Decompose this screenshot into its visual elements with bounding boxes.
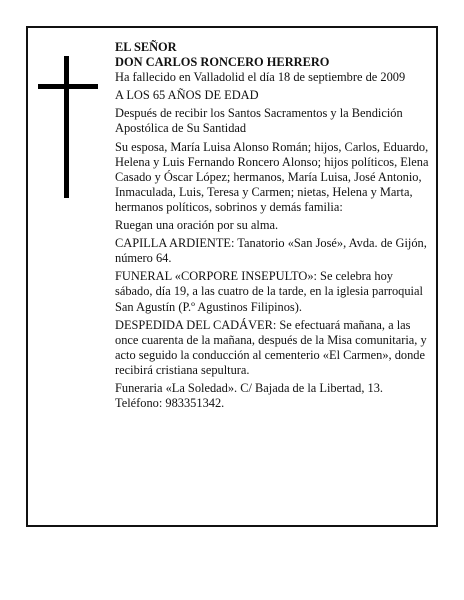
notice-text [115,40,431,414]
cross-icon [38,56,98,198]
death-statement: Ha fallecido en Valladolid el día 18 de septiembre de 2009 [115,70,406,85]
sacraments-statement: Después de recibir los Santos Sacramentos y la Bendición Apostólica de Su Santidad [115,106,403,136]
cross-vertical-bar [64,56,69,198]
age-statement: A LOS 65 AÑOS DE EDAD [115,88,259,103]
deceased-name: DON CARLOS RONCERO HERRERO [115,55,330,70]
chapel-info: CAPILLA ARDIENTE: Tanatorio «San José», Avda. de Gijón, número 64. [115,236,427,266]
prayer-request: Ruegan una oración por su alma. [115,218,279,233]
funeral-info: FUNERAL «CORPORE INSEPULTO»: Se celebra hoy sábado, día 19, a las cuatro de la tarde, en la iglesia parroquial San Agustín (P.º Agustinos Filipinos). [115,269,423,314]
family-list: Su esposa, María Luisa Alonso Román; hijos, Carlos, Eduardo, Helena y Luis Fernando Roncero Alonso; hijos políticos, Elena Casado y Óscar López; hermanos, María Luisa, José Antonio, Inmaculada, Luis, Teresa y Carmen; nietas, Helena y Marta, hermanos políticos, sobrinos y demás familia: [115,139,429,214]
farewell-info: DESPEDIDA DEL CADÁVER: Se efectuará mañana, a las once cuarenta de la mañana, después de la Misa comunitaria, y acto seguido la conducción al cementerio «El Carmen», donde recibirá cristiana sepultura. [115,317,427,377]
notice-title: EL SEÑOR [115,40,177,54]
funeral-home-info: Funeraria «La Soledad». C/ Bajada de la Libertad, 13. Teléfono: 983351342. [115,380,384,411]
obituary-notice [26,26,438,527]
cross-horizontal-bar [38,84,98,89]
